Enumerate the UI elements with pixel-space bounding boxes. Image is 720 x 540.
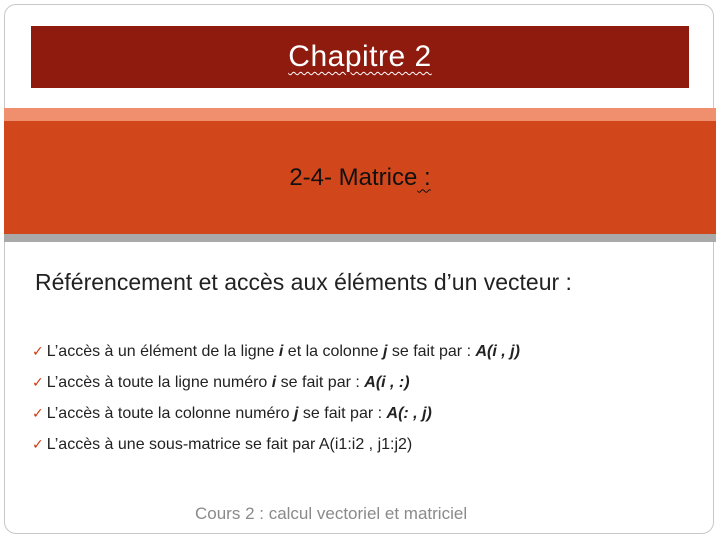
slide-title: Chapitre 2 bbox=[288, 40, 432, 73]
bullet-text-part: se fait par : bbox=[276, 374, 365, 391]
bullet-text-part: A(i , :) bbox=[364, 374, 410, 391]
bullet-text-part: A(i , j) bbox=[475, 343, 520, 360]
bullet-text-part: se fait par : bbox=[298, 405, 387, 422]
subtitle-suffix: : bbox=[417, 163, 431, 191]
bullet-item bbox=[32, 398, 692, 429]
checkmark-icon: ✓ bbox=[32, 436, 44, 452]
bullet-list bbox=[32, 336, 692, 460]
subtitle-band bbox=[4, 121, 716, 234]
bullet-text-part: et la colonne bbox=[283, 343, 383, 360]
bullet-text-part: L’accès à toute la ligne numéro bbox=[46, 374, 272, 391]
bullet-text-part: L’accès à un élément de la ligne bbox=[46, 343, 279, 360]
intro-text: Référencement et accès aux éléments d’un vecteur : bbox=[35, 269, 572, 295]
bullet-text-part: j bbox=[294, 405, 299, 422]
bullet-text-part: L’accès à une sous-matrice se fait par A(i1:i2 , j1:j2) bbox=[46, 436, 413, 453]
bullet-text-part: L’accès à toute la colonne numéro bbox=[46, 405, 295, 422]
checkmark-icon: ✓ bbox=[32, 374, 44, 390]
checkmark-icon: ✓ bbox=[32, 343, 44, 359]
slide-subtitle bbox=[289, 164, 430, 192]
band-shadow bbox=[4, 234, 716, 242]
bullet-text-part: i bbox=[278, 343, 284, 360]
slide-footer: Cours 2 : calcul vectoriel et matriciel bbox=[195, 504, 468, 523]
band-highlight bbox=[4, 108, 716, 121]
bullet-text-part: A(: , j) bbox=[386, 405, 432, 422]
title-bar bbox=[31, 26, 689, 88]
bullet-text-part: j bbox=[382, 343, 388, 360]
bullet-item bbox=[32, 429, 692, 460]
checkmark-icon: ✓ bbox=[32, 405, 44, 421]
subtitle-text: 2-4- Matrice bbox=[289, 163, 418, 191]
bullet-text-part: i bbox=[271, 374, 277, 391]
bullet-item bbox=[32, 367, 692, 398]
bullet-item bbox=[32, 336, 692, 367]
bullet-text-part: se fait par : bbox=[387, 343, 476, 360]
